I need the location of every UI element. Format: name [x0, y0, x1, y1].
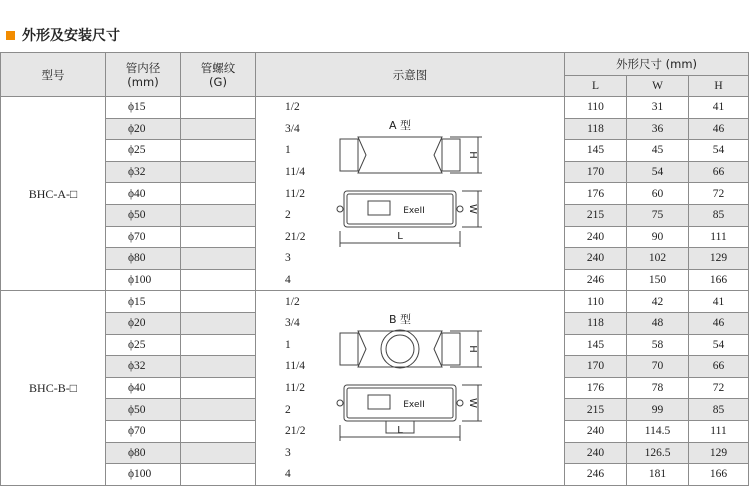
dim-w-cell: 78 — [627, 377, 689, 399]
dim-h-marker — [450, 331, 482, 367]
header-dim-w: W — [627, 76, 689, 97]
spec-table — [0, 52, 749, 486]
thread-cell: 1 — [181, 334, 256, 356]
thread-cell: 11/4 — [181, 161, 256, 183]
inner-diameter-cell: ϕ100 — [106, 464, 181, 486]
dim-l-cell: 118 — [565, 118, 627, 140]
dim-w-cell: 58 — [627, 334, 689, 356]
dim-l-marker — [340, 425, 460, 441]
dim-l-cell: 118 — [565, 312, 627, 334]
dim-h-cell: 72 — [689, 183, 749, 205]
dim-l-cell: 176 — [565, 377, 627, 399]
dim-h-cell: 129 — [689, 248, 749, 270]
thread-cell: 11/2 — [181, 183, 256, 205]
inner-diameter-cell: ϕ40 — [106, 377, 181, 399]
dim-h-cell: 41 — [689, 97, 749, 119]
thread-cell: 1/2 — [181, 291, 256, 313]
diagram-type-label: A 型 — [388, 118, 412, 132]
dim-w-cell: 126.5 — [627, 442, 689, 464]
thread-cell: 4 — [181, 269, 256, 291]
thread-cell: 11/4 — [181, 356, 256, 378]
dim-l-cell: 240 — [565, 226, 627, 248]
inner-diameter-cell: ϕ70 — [106, 226, 181, 248]
dim-l-label: L — [397, 230, 403, 242]
dim-w-marker — [462, 385, 482, 421]
thread-cell: 2 — [181, 399, 256, 421]
inner-diameter-cell: ϕ50 — [106, 399, 181, 421]
inner-diameter-cell: ϕ15 — [106, 291, 181, 313]
dim-w-cell: 90 — [627, 226, 689, 248]
dim-l-label: L — [397, 425, 403, 437]
inner-diameter-cell: ϕ70 — [106, 420, 181, 442]
header-inner-diameter-unit: (mm) — [127, 74, 159, 89]
thread-cell: 21/2 — [181, 226, 256, 248]
dim-l-cell: 246 — [565, 269, 627, 291]
header-thread — [181, 53, 256, 97]
dim-l-cell: 170 — [565, 161, 627, 183]
inner-diameter-cell: ϕ100 — [106, 269, 181, 291]
header-inner-diameter-label: 管内径 — [125, 60, 161, 75]
dim-h-cell: 85 — [689, 204, 749, 226]
dim-l-cell: 110 — [565, 97, 627, 119]
box-diagram — [330, 119, 490, 265]
thread-cell: 4 — [181, 464, 256, 486]
front-view — [340, 137, 460, 173]
thread-cell: 3/4 — [181, 312, 256, 334]
dim-l-cell: 240 — [565, 442, 627, 464]
dim-h-label: H — [467, 150, 478, 159]
dim-w-cell: 42 — [627, 291, 689, 313]
inner-diameter-cell: ϕ32 — [106, 356, 181, 378]
dim-l-cell: 170 — [565, 356, 627, 378]
dim-w-cell: 99 — [627, 399, 689, 421]
dim-w-cell: 181 — [627, 464, 689, 486]
dim-h-cell: 85 — [689, 399, 749, 421]
header-model: 型号 — [1, 53, 106, 97]
front-view — [340, 330, 460, 368]
inner-diameter-cell: ϕ32 — [106, 161, 181, 183]
center-hub — [381, 330, 419, 368]
dim-l-cell: 246 — [565, 464, 627, 486]
header-diagram: 示意图 — [256, 53, 565, 97]
inner-diameter-cell: ϕ80 — [106, 442, 181, 464]
dim-h-cell: 46 — [689, 312, 749, 334]
top-view — [337, 191, 463, 227]
diagram-type-label: B 型 — [388, 313, 412, 327]
dim-h-cell: 72 — [689, 377, 749, 399]
dim-l-cell: 110 — [565, 291, 627, 313]
thread-cell: 1/2 — [181, 97, 256, 119]
dim-l-cell: 240 — [565, 420, 627, 442]
dim-l-cell: 145 — [565, 140, 627, 162]
header-dim-l: L — [565, 76, 627, 97]
dim-h-cell: 54 — [689, 140, 749, 162]
dim-h-cell: 166 — [689, 464, 749, 486]
inner-diameter-cell: ϕ80 — [106, 248, 181, 270]
dim-w-cell: 36 — [627, 118, 689, 140]
dim-h-cell: 111 — [689, 226, 749, 248]
inner-diameter-cell: ϕ20 — [106, 312, 181, 334]
header-dim-h: H — [689, 76, 749, 97]
dim-w-cell: 45 — [627, 140, 689, 162]
section-title-text: 外形及安装尺寸 — [22, 28, 120, 44]
box-diagram — [330, 313, 490, 459]
thread-cell: 3 — [181, 248, 256, 270]
orange-square-icon — [6, 31, 15, 40]
dim-w-cell: 114.5 — [627, 420, 689, 442]
dim-l-cell: 215 — [565, 204, 627, 226]
header-inner-diameter — [106, 53, 181, 97]
dim-h-cell: 46 — [689, 118, 749, 140]
table-row — [1, 291, 749, 313]
thread-cell: 1 — [181, 140, 256, 162]
dim-h-cell: 66 — [689, 161, 749, 183]
nameplate-text: ExeII — [403, 205, 425, 216]
model-cell: BHC-B-□ — [1, 291, 106, 485]
inner-diameter-cell: ϕ25 — [106, 140, 181, 162]
dim-h-cell: 41 — [689, 291, 749, 313]
dim-l-cell: 145 — [565, 334, 627, 356]
section-title — [6, 24, 120, 46]
dim-w-cell: 54 — [627, 161, 689, 183]
dim-w-cell: 60 — [627, 183, 689, 205]
inner-diameter-cell: ϕ50 — [106, 204, 181, 226]
dim-l-cell: 240 — [565, 248, 627, 270]
dim-w-cell: 75 — [627, 204, 689, 226]
dim-w-marker — [462, 191, 482, 227]
header-thread-label: 管螺纹 — [200, 60, 236, 75]
thread-cell: 2 — [181, 204, 256, 226]
thread-cell: 3 — [181, 442, 256, 464]
dim-l-cell: 176 — [565, 183, 627, 205]
dim-h-label: H — [467, 345, 478, 353]
dim-l-cell: 215 — [565, 399, 627, 421]
dim-w-label: W — [467, 398, 478, 408]
thread-cell: 11/2 — [181, 377, 256, 399]
dim-w-cell: 48 — [627, 312, 689, 334]
dim-h-cell: 66 — [689, 356, 749, 378]
dim-h-cell: 111 — [689, 420, 749, 442]
header-dimensions: 外形尺寸 (mm) — [565, 53, 749, 76]
dim-h-marker — [450, 137, 482, 173]
inner-diameter-cell: ϕ15 — [106, 97, 181, 119]
dim-w-cell: 70 — [627, 356, 689, 378]
inner-diameter-cell: ϕ40 — [106, 183, 181, 205]
thread-cell: 21/2 — [181, 420, 256, 442]
dim-w-cell: 31 — [627, 97, 689, 119]
model-cell: BHC-A-□ — [1, 97, 106, 291]
spec-table-body — [1, 97, 749, 486]
dim-h-cell: 129 — [689, 442, 749, 464]
dim-l-marker — [340, 231, 460, 247]
table-row — [1, 97, 749, 119]
dim-w-label: W — [467, 203, 478, 214]
thread-cell: 3/4 — [181, 118, 256, 140]
dim-h-cell: 54 — [689, 334, 749, 356]
nameplate-text: ExeII — [403, 400, 425, 411]
dim-h-cell: 166 — [689, 269, 749, 291]
dim-w-cell: 150 — [627, 269, 689, 291]
inner-diameter-cell: ϕ20 — [106, 118, 181, 140]
header-thread-unit: (G) — [209, 74, 227, 89]
dim-w-cell: 102 — [627, 248, 689, 270]
inner-diameter-cell: ϕ25 — [106, 334, 181, 356]
